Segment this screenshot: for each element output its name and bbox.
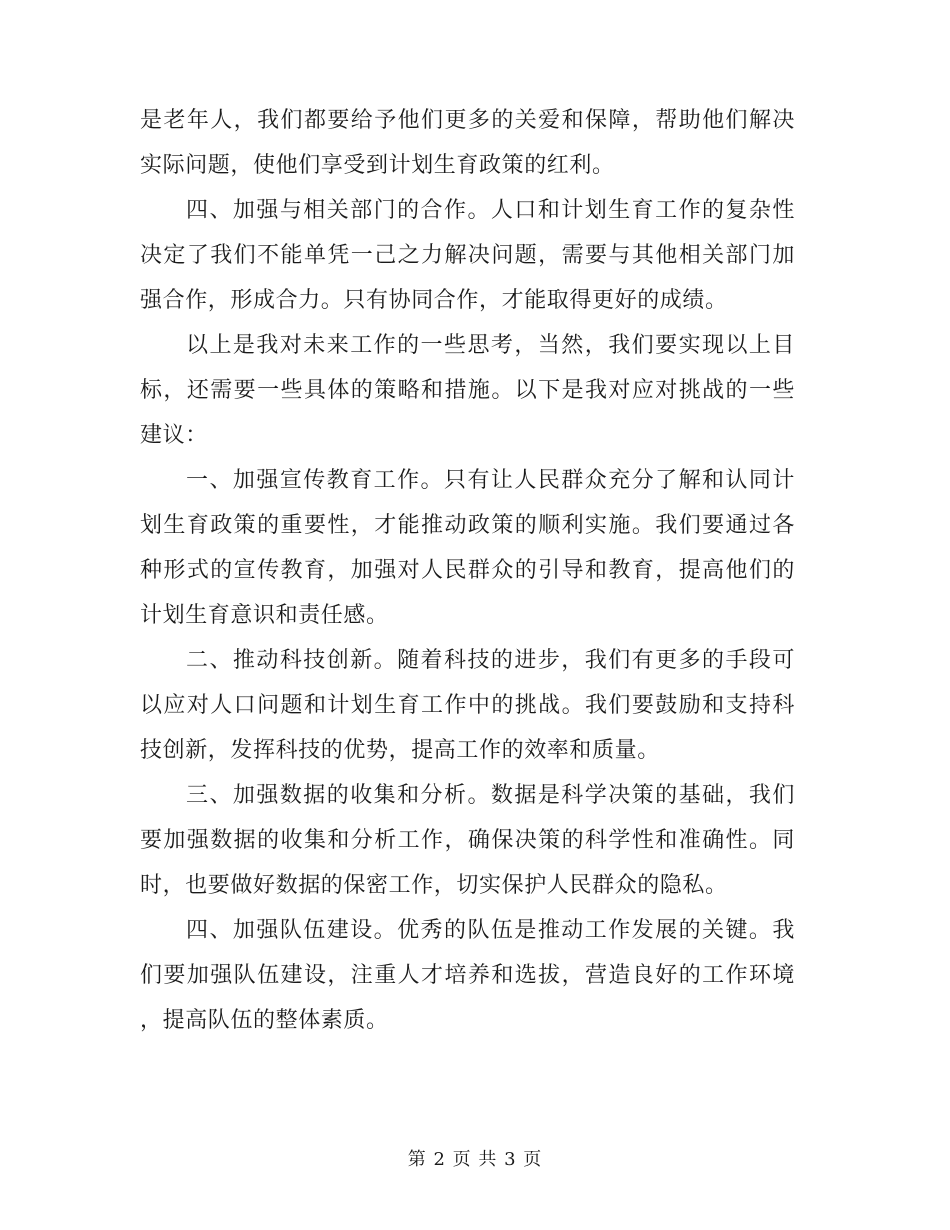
paragraph-department-cooperation: 四、加强与相关部门的合作。人口和计划生育工作的复杂性决定了我们不能单凭一己之力解决问题，需要与其他相关部门加强合作，形成合力。只有协同合作，才能取得更好的成绩。 xyxy=(140,198,795,313)
document-body xyxy=(140,98,795,1043)
paragraph-tech-innovation: 二、推动科技创新。随着科技的进步，我们有更多的手段可以应对人口问题和计划生育工作中的挑战。我们要鼓励和支持科技创新，发挥科技的优势，提高工作的效率和质量。 xyxy=(140,648,795,763)
paragraph-future-thoughts: 以上是我对未来工作的一些思考，当然，我们要实现以上目标，还需要一些具体的策略和措施。以下是我对应对挑战的一些建议： xyxy=(140,333,795,448)
page-number-footer: 第 2 页 共 3 页 xyxy=(407,1149,543,1170)
paragraph-data-analysis: 三、加强数据的收集和分析。数据是科学决策的基础，我们要加强数据的收集和分析工作，确保决策的科学性和准确性。同时，也要做好数据的保密工作，切实保护人民群众的隐私。 xyxy=(140,783,795,898)
paragraph-team-building: 四、加强队伍建设。优秀的队伍是推动工作发展的关键。我们要加强队伍建设，注重人才培养和选拔，营造良好的工作环境，提高队伍的整体素质。 xyxy=(140,918,795,1033)
paragraph-publicity-education: 一、加强宣传教育工作。只有让人民群众充分了解和认同计划生育政策的重要性，才能推动政策的顺利实施。我们要通过各种形式的宣传教育，加强对人民群众的引导和教育，提高他们的计划生育意识和责任感。 xyxy=(140,468,795,628)
paragraph-continuation: 是老年人，我们都要给予他们更多的关爱和保障，帮助他们解决实际问题，使他们享受到计划生育政策的红利。 xyxy=(140,108,795,178)
